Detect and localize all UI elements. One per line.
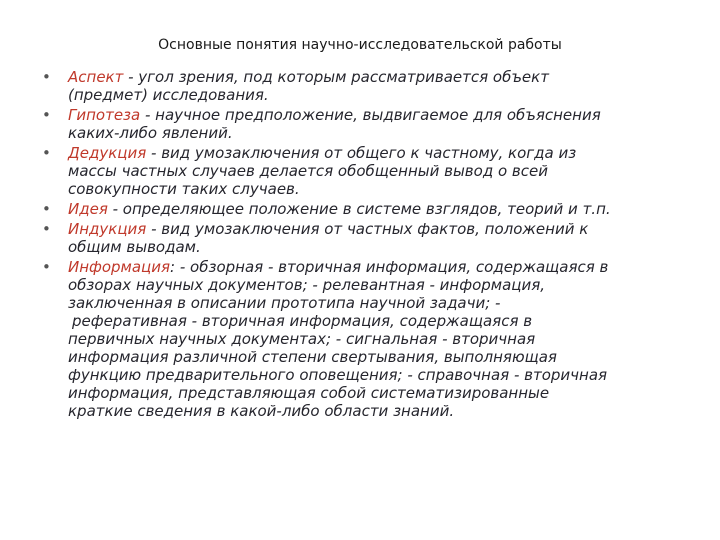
list-item-information: [42, 258, 698, 420]
list-item-idea: [42, 200, 698, 218]
term-idea: Идея: [68, 200, 108, 218]
definition-text: - вид умозаключения от общего к частному, когда из: [146, 144, 577, 162]
item-line: [68, 200, 698, 218]
definition-text: функцию предварительного оповещения; - справочная - вторичная: [68, 366, 608, 384]
definition-text: : - обзорная - вторичная информация, содержащаяся в: [170, 258, 609, 276]
item-line: [68, 144, 698, 162]
slide-title: Основные понятия научно-исследовательской работы: [158, 37, 562, 53]
definition-text: информация, представляющая собой систематизированные: [68, 384, 550, 402]
bullet: •: [42, 200, 51, 218]
definition-text: каких-либо явлений.: [68, 124, 233, 142]
item-line: [68, 220, 698, 238]
item-line: [68, 258, 698, 276]
definition-text: реферативная - вторичная информация, содержащаяся в: [72, 312, 533, 330]
definition-text: - определяющее положение в системе взглядов, теорий и т.п.: [107, 200, 611, 218]
definition-text: информация различной степени свертывания, выполняющая: [68, 348, 557, 366]
term-list: [42, 68, 698, 422]
definition-text: краткие сведения в какой-либо области знаний.: [68, 402, 455, 420]
bullet: •: [42, 144, 51, 162]
item-line: [68, 68, 698, 86]
term-induction: Индукция: [68, 220, 147, 238]
item-line: [68, 106, 698, 124]
bullet: •: [42, 220, 51, 238]
list-item-hypothesis: [42, 106, 698, 142]
list-item-deduction: [42, 144, 698, 198]
definition-text: массы частных случаев делается обобщенный вывод о всей: [68, 162, 548, 180]
list-item-aspect: [42, 68, 698, 104]
list-item-induction: [42, 220, 698, 256]
definition-text: обзорах научных документов; - релевантная - информация,: [68, 276, 546, 294]
definition-text: - научное предположение, выдвигаемое для объяснения: [140, 106, 601, 124]
bullet: •: [42, 258, 51, 276]
definition-text: общим выводам.: [68, 238, 201, 256]
bullet: •: [42, 106, 51, 124]
definition-text: первичных научных документах; - сигнальная - вторичная: [68, 330, 536, 348]
term-aspect: Аспект: [68, 68, 124, 86]
definition-text: (предмет) исследования.: [68, 86, 269, 104]
definition-text: совокупности таких случаев.: [68, 180, 300, 198]
term-deduction: Дедукция: [68, 144, 147, 162]
definition-text: заключенная в описании прототипа научной задачи; -: [68, 294, 501, 312]
definition-text: - вид умозаключения от частных фактов, положений к: [146, 220, 589, 238]
bullet: •: [42, 68, 51, 86]
definition-text: - угол зрения, под которым рассматривается объект: [123, 68, 549, 86]
term-hypothesis: Гипотеза: [68, 106, 141, 124]
term-information: Информация: [68, 258, 171, 276]
